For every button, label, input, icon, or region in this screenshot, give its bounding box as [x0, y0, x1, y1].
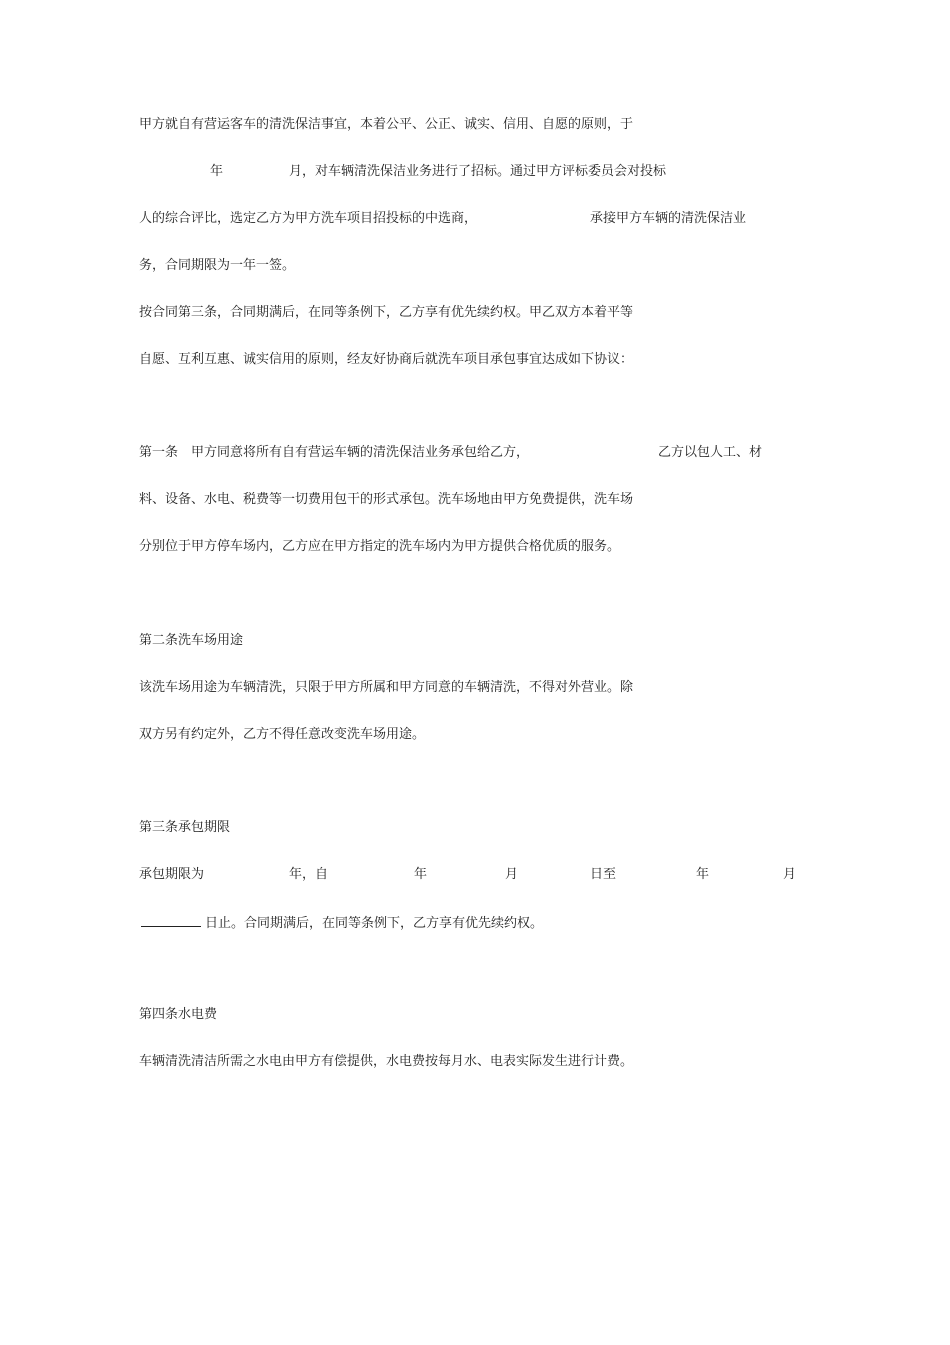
intro-line-2-rest: 月，对车辆清洗保洁业务进行了招标。通过甲方评标委员会对投标	[289, 164, 667, 179]
end-date-blank	[141, 914, 201, 927]
article1-line-1-b: 乙方以包人工、材	[658, 445, 763, 460]
term-year-from: 年，自	[289, 867, 329, 882]
intro-line-5: 按合同第三条，合同期满后，在同等条例下，乙方享有优先续约权。甲乙双方本着平等	[139, 305, 634, 320]
article1-line-3: 分别位于甲方停车场内，乙方应在甲方指定的洗车场内为甲方提供合格优质的服务。	[139, 539, 621, 554]
article4-line-1: 车辆清洗清洁所需之水电由甲方有偿提供，水电费按每月水、电表实际发生进行计费。	[139, 1054, 634, 1069]
term-year-2: 年	[696, 867, 710, 882]
intro-line-6: 自愿、互利互惠、诚实信用的原则，经友好协商后就洗车项目承包事宜达成如下协议：	[139, 352, 634, 367]
article2-title: 第二条洗车场用途	[139, 633, 244, 648]
intro-line-4: 务，合同期限为一年一签。	[139, 258, 296, 273]
term-month-2: 月	[783, 867, 797, 882]
intro-line-2-year: 年	[210, 164, 224, 179]
intro-line-1: 甲方就自有营运客车的清洗保洁事宜，本着公平、公正、诚实、信用、自愿的原则，于	[139, 117, 634, 132]
article2-line-1: 该洗车场用途为车辆清洗，只限于甲方所属和甲方同意的车辆清洗，不得对外营业。除	[139, 680, 634, 695]
article1-line-2: 料、设备、水电、税费等一切费用包干的形式承包。洗车场地由甲方免费提供，洗车场	[139, 492, 634, 507]
article3-line-2	[141, 914, 543, 932]
term-month-1: 月	[505, 867, 519, 882]
intro-line-3-a: 人的综合评比，选定乙方为甲方洗车项目招投标的中选商，	[139, 211, 478, 226]
term-day-to: 日至	[590, 867, 617, 882]
article2-line-2: 双方另有约定外，乙方不得任意改变洗车场用途。	[139, 727, 426, 742]
intro-line-3-b: 承接甲方车辆的清洗保洁业	[590, 211, 747, 226]
term-year-1: 年	[414, 867, 428, 882]
article3-line-2-text: 日止。合同期满后，在同等条例下，乙方享有优先续约权。	[205, 916, 544, 931]
article3-title: 第三条承包期限	[139, 820, 231, 835]
article4-title: 第四条水电费	[139, 1007, 218, 1022]
article1-line-1-a: 第一条 甲方同意将所有自有营运车辆的清洗保洁业务承包给乙方，	[139, 445, 530, 460]
term-prefix: 承包期限为	[139, 867, 205, 882]
